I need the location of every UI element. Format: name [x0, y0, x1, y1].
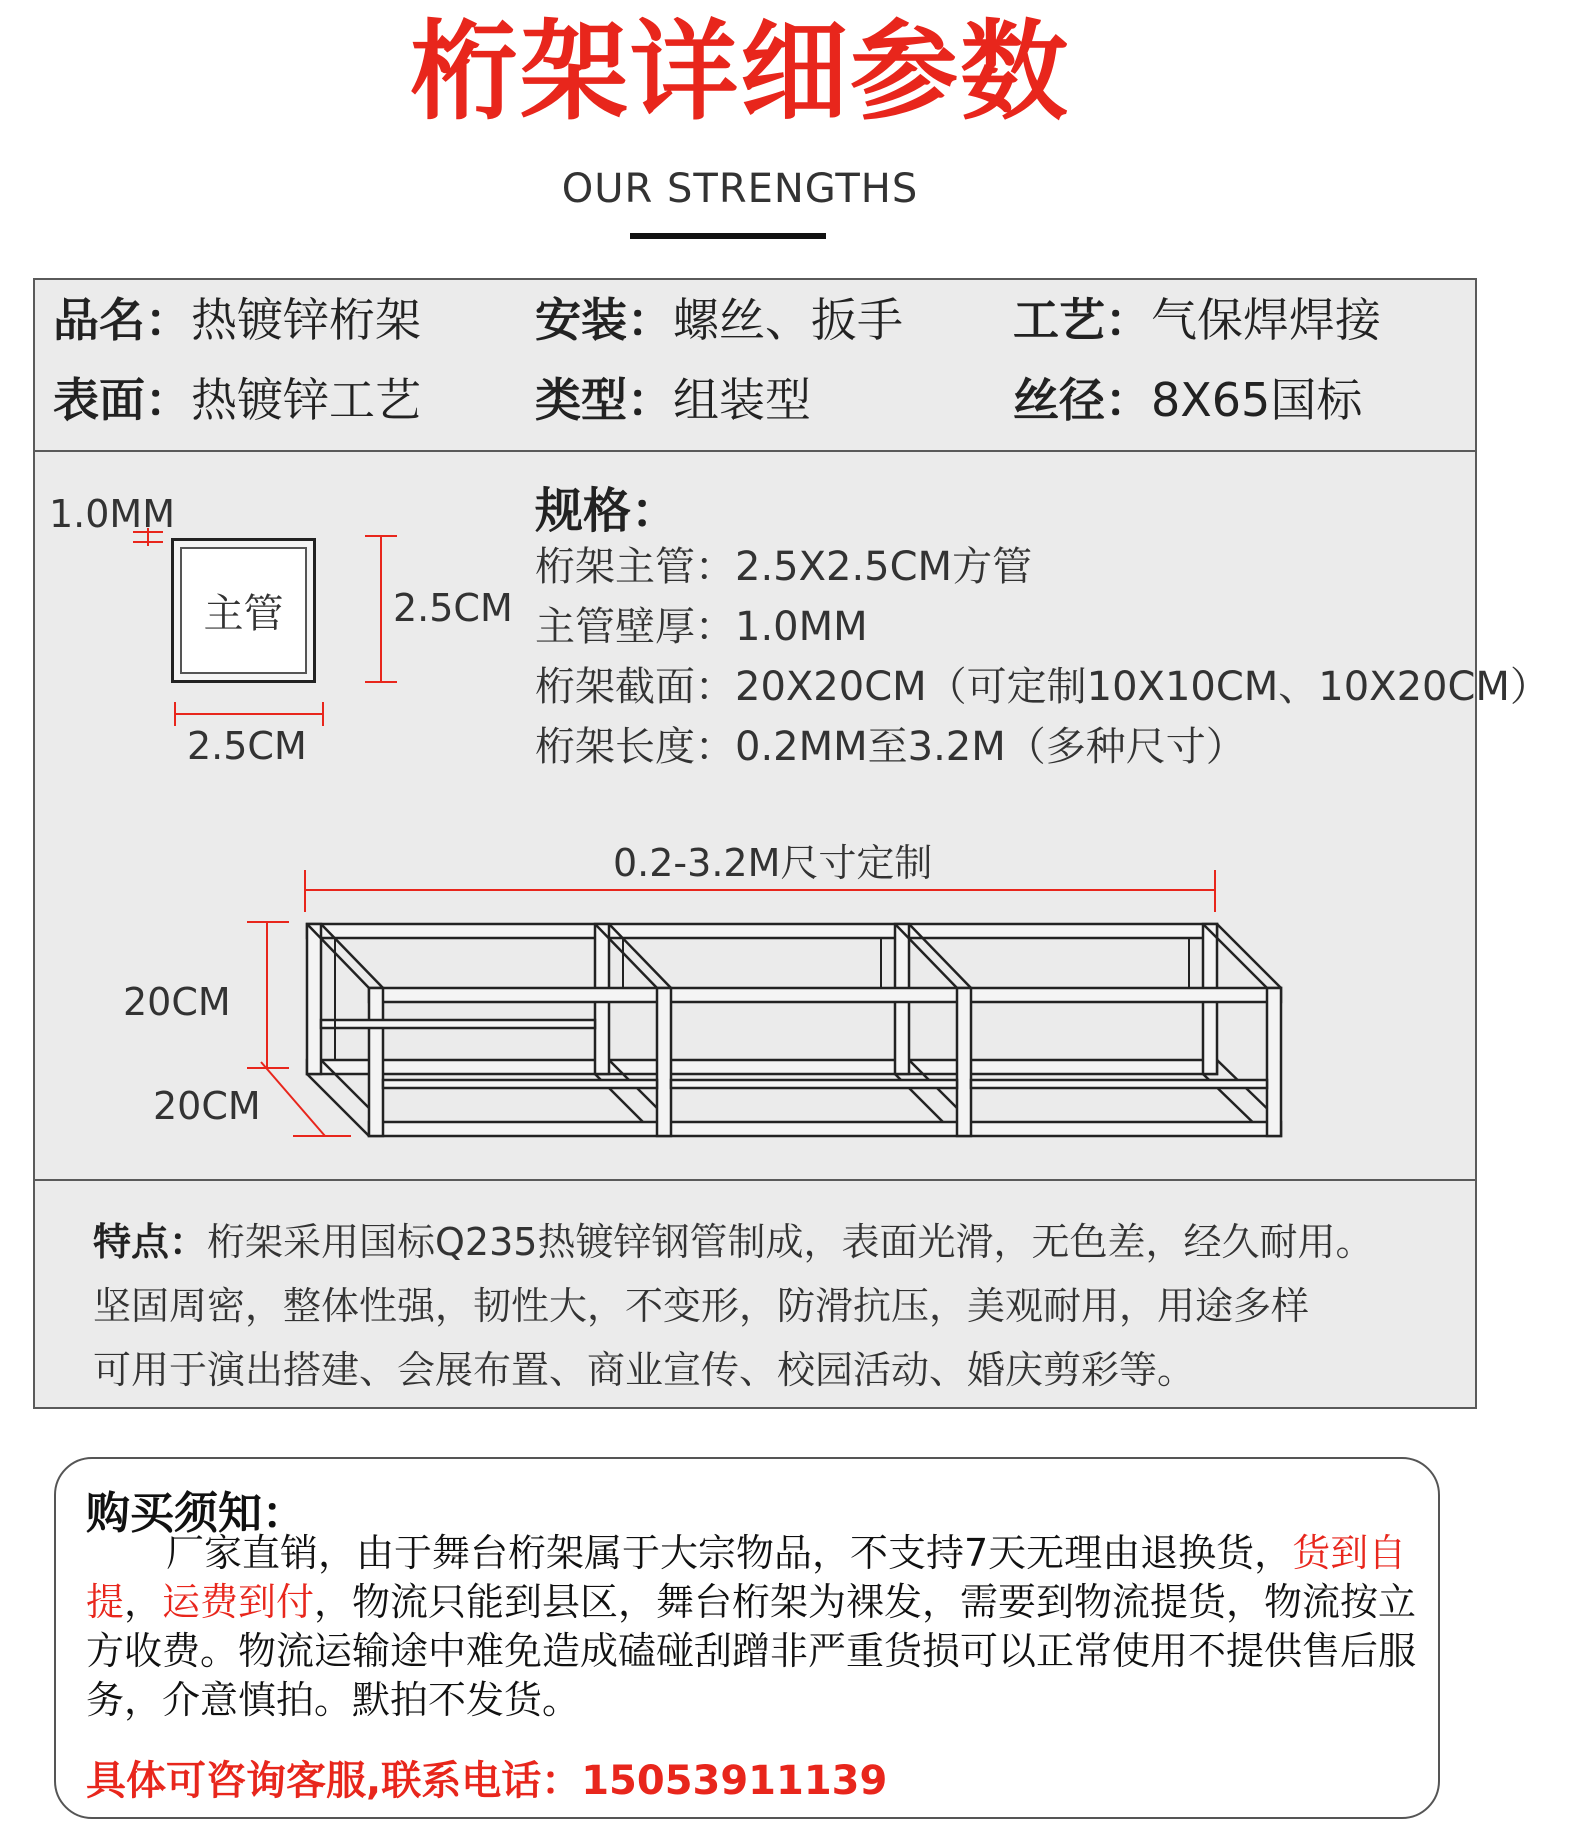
- spec-wall-thickness: 主管壁厚：1.0MM: [535, 604, 868, 650]
- features-line-1: 特点：桁架采用国标Q235热镀锌钢管制成，表面光滑，无色差，经久耐用。: [93, 1220, 1374, 1264]
- tube-height-label: 2.5CM: [393, 586, 513, 630]
- spec-panel: [33, 278, 1550, 1409]
- notice-contact-phone: 具体可咨询客服,联系电话：15053911139: [86, 1758, 888, 1804]
- wall-thickness-label: 1.0MM: [49, 492, 176, 536]
- spec-cross-section: 桁架截面：20X20CM（可定制10X10CM、10X20CM）: [535, 664, 1550, 710]
- notice-self-pickup: 货到自提: [86, 1531, 1407, 1624]
- notice-freight-collect: 运费到付: [162, 1580, 315, 1624]
- title-underline: [630, 233, 826, 239]
- attr-type: 类型：组装型: [535, 373, 811, 427]
- attr-surface: 表面：热镀锌工艺: [53, 373, 421, 427]
- notice-body: 厂家直销，由于舞台桁架属于大宗物品，不支持7天无理由退换货，货到自提，运费到付，物流只能到县区，舞台桁架为裸发，需要到物流提货，物流按立方收费。物流运输途中难免造成磕碰刮蹭非严重货损可以正常使用不提供售后服务，介意慎拍。默拍不发货。: [86, 1531, 1417, 1722]
- purchase-notice: [54, 1457, 1440, 1819]
- truss-height-label: 20CM: [123, 980, 231, 1024]
- spec-main-tube: 桁架主管：2.5X2.5CM方管: [535, 544, 1033, 590]
- truss-depth-label: 20CM: [153, 1084, 261, 1128]
- notice-title: 购买须知：: [86, 1488, 306, 1539]
- attr-craft: 工艺：气保焊焊接: [1013, 293, 1381, 347]
- spec-length: 桁架长度：0.2MM至3.2M（多种尺寸）: [535, 724, 1246, 770]
- attr-product-name: 品名：热镀锌桁架: [53, 293, 421, 347]
- features-line-2: 坚固周密，整体性强，韧性大，不变形，防滑抗压，美观耐用，用途多样: [93, 1284, 1310, 1328]
- tube-width-label: 2.5CM: [187, 724, 307, 768]
- attr-install: 安装：螺丝、扳手: [535, 293, 903, 347]
- features-line-3: 可用于演出搭建、会展布置、商业宣传、校园活动、婚庆剪彩等。: [93, 1348, 1196, 1392]
- page-subtitle: OUR STRENGTHS: [561, 166, 919, 212]
- truss-length-label: 0.2-3.2M尺寸定制: [613, 841, 933, 885]
- features-text: [93, 1210, 1473, 1402]
- divider-features: [35, 1179, 1475, 1181]
- attr-wire-diameter: 丝径：8X65国标: [1013, 373, 1363, 427]
- spec-title: 规格：: [535, 483, 680, 539]
- page-title: 桁架详细参数: [409, 10, 1070, 135]
- main-tube-square: [171, 538, 316, 683]
- main-tube-label: 主管: [180, 547, 307, 674]
